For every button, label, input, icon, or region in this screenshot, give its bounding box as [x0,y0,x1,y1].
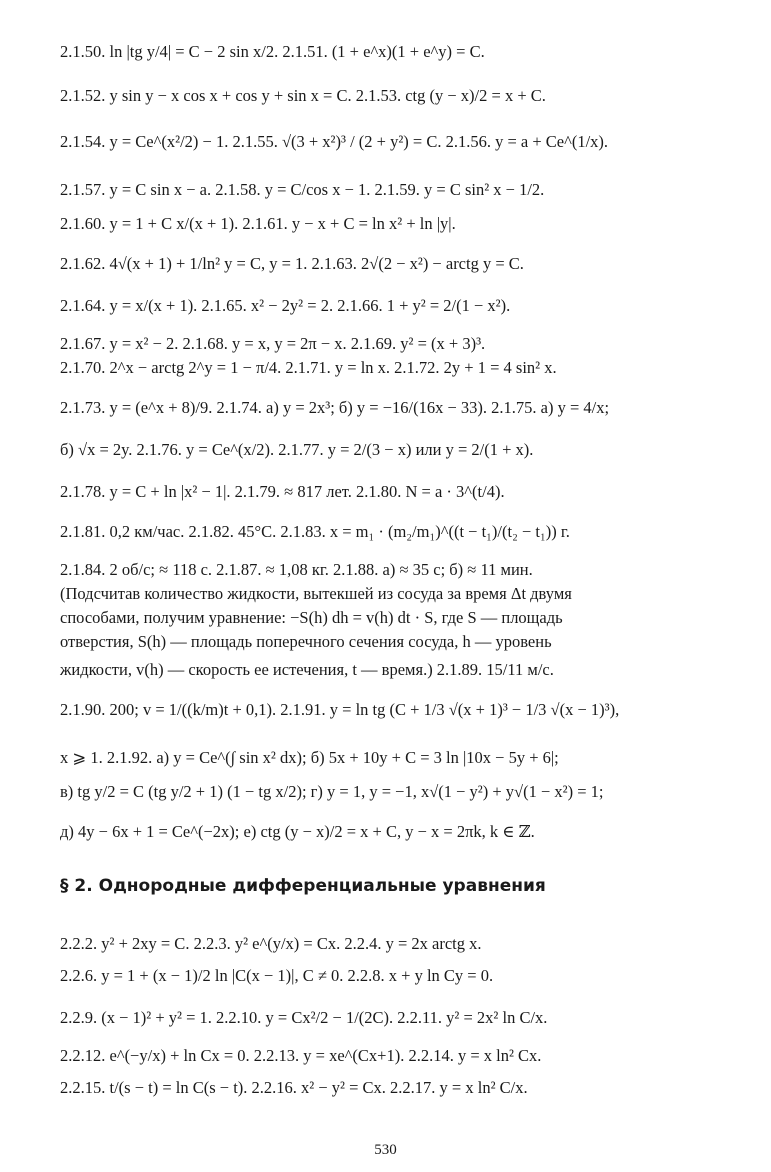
answer-line: 2.1.62. 4√(x + 1) + 1/ln² y = C, y = 1. 2.1.63. 2√(2 − x²) − arctg y = C. [60,254,524,273]
answer-line: 2.1.90. 200; v = 1/((k/m)t + 0,1). 2.1.91. y = ln tg (C + 1/3 √(x + 1)³ − 1/3 √(x − 1)³), [60,700,620,719]
answer-line: 2.1.73. y = (e^x + 8)/9. 2.1.74. а) y = 2x³; б) y = −16/(16x − 33). 2.1.75. а) y = 4/x; [60,398,610,417]
answer-line: 2.2.9. (x − 1)² + y² = 1. 2.2.10. y = Cx²/2 − 1/(2C). 2.2.11. y² = 2x² ln C/x. [60,1008,548,1027]
answer-line: д) 4y − 6x + 1 = Ce^(−2x); е) ctg (y − x)/2 = x + C, y − x = 2πk, k ∈ ℤ. [60,822,535,841]
answer-line: 2.1.57. y = C sin x − a. 2.1.58. y = C/cos x − 1. 2.1.59. y = C sin² x − 1/2. [60,180,545,199]
answer-line: 2.2.12. e^(−y/x) + ln Cx = 0. 2.2.13. y = xe^(Cx+1). 2.2.14. y = x ln² Cx. [60,1046,542,1065]
answer-line: (Подсчитав количество жидкости, вытекшей из сосуда за время Δt двумя [60,584,572,603]
answer-line: 2.1.70. 2^x − arctg 2^y = 1 − π/4. 2.1.71. y = ln x. 2.1.72. 2y + 1 = 4 sin² x. [60,358,557,377]
answer-line: 2.1.67. y = x² − 2. 2.1.68. y = x, y = 2π − x. 2.1.69. y² = (x + 3)³. [60,334,486,353]
answer-line: 2.1.78. y = C + ln |x² − 1|. 2.1.79. ≈ 817 лет. 2.1.80. N = a · 3^(t/4). [60,482,505,501]
answer-line: б) √x = 2y. 2.1.76. y = Ce^(x/2). 2.1.77. y = 2/(3 − x) или y = 2/(1 + x). [60,440,534,459]
answer-line: в) tg y/2 = C (tg y/2 + 1) (1 − tg x/2); г) y = 1, y = −1, x√(1 − y²) + y√(1 − x²) = 1; [60,782,604,801]
answer-line: способами, получим уравнение: −S(h) dh = v(h) dt · S, где S — площадь [60,608,563,627]
answer-line: жидкости, v(h) — скорость ее истечения, t — время.) 2.1.89. 15/11 м/с. [60,660,554,679]
page-number: 530 [374,1142,397,1158]
answer-line: отверстия, S(h) — площадь поперечного сечения сосуда, h — уровень [60,632,552,651]
answer-line: 2.1.81. 0,2 км/час. 2.1.82. 45°C. 2.1.83. x = m₁ · (m₂/m₁)^((t − t₁)/(t₂ − t₁)) г. [60,522,570,541]
answer-line: 2.1.84. 2 об/с; ≈ 118 с. 2.1.87. ≈ 1,08 кг. 2.1.88. а) ≈ 35 с; б) ≈ 11 мин. [60,560,533,579]
answer-line: 2.1.64. y = x/(x + 1). 2.1.65. x² − 2y² = 2. 2.1.66. 1 + y² = 2/(1 − x²). [60,296,511,315]
answer-line: 2.2.6. y = 1 + (x − 1)/2 ln |C(x − 1)|, C ≠ 0. 2.2.8. x + y ln Cy = 0. [60,966,494,985]
answer-line: 2.2.15. t/(s − t) = ln C(s − t). 2.2.16. x² − y² = Cx. 2.2.17. y = x ln² C/x. [60,1078,528,1097]
answer-line: 2.1.50. ln |tg y/4| = C − 2 sin x/2. 2.1.51. (1 + e^x)(1 + e^y) = C. [60,42,485,61]
answer-line: 2.1.54. y = Ce^(x²/2) − 1. 2.1.55. √(3 + x²)³ / (2 + y²) = C. 2.1.56. y = a + Ce^(1/x). [60,132,609,151]
section-heading: § 2. Однородные дифференциальные уравнения [60,876,546,896]
answer-line: x ⩾ 1. 2.1.92. а) y = Ce^(∫ sin x² dx); б) 5x + 10y + C = 3 ln |10x − 5y + 6|; [60,748,559,767]
answer-line: 2.1.52. y sin y − x cos x + cos y + sin x = C. 2.1.53. ctg (y − x)/2 = x + C. [60,86,546,105]
answer-line: 2.2.2. y² + 2xy = C. 2.2.3. y² e^(y/x) = Cx. 2.2.4. y = 2x arctg x. [60,934,482,953]
answer-line: 2.1.60. y = 1 + C x/(x + 1). 2.1.61. y − x + C = ln x² + ln |y|. [60,214,456,233]
